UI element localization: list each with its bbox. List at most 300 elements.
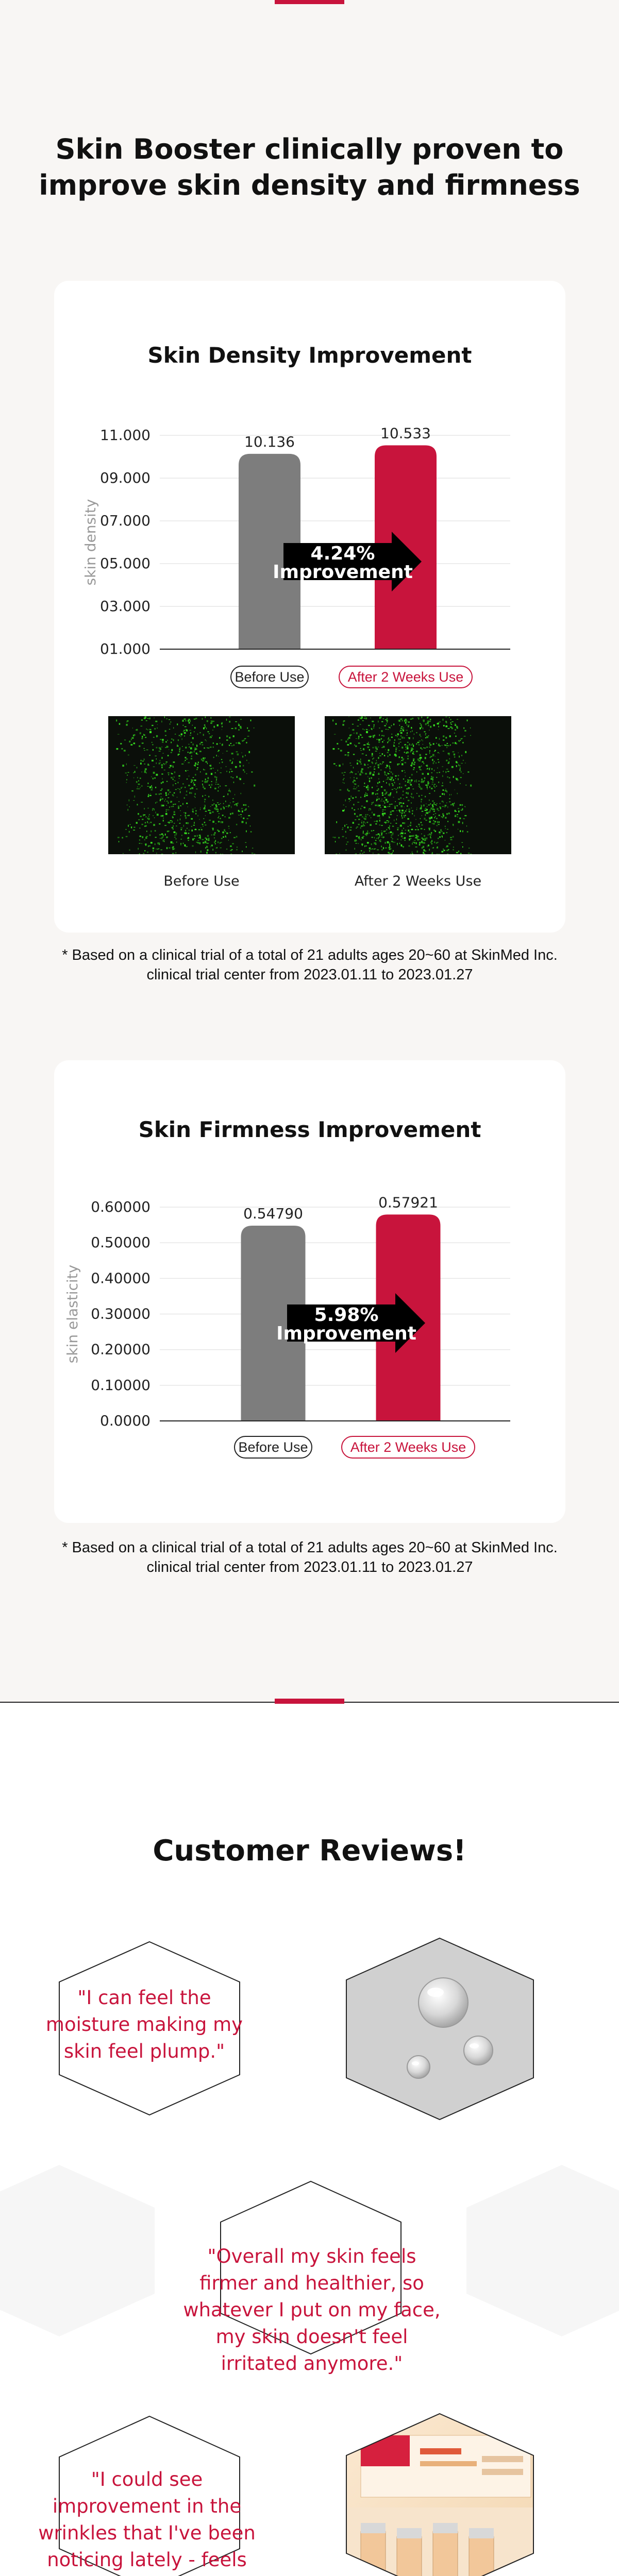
scan-speckle [382, 753, 383, 755]
scan-speckle [377, 793, 378, 794]
scan-speckle [376, 762, 377, 764]
scan-speckle [338, 837, 340, 839]
scan-speckle [172, 778, 174, 780]
scan-speckle [371, 830, 373, 832]
bar-value-label: 10.136 [244, 433, 295, 450]
scan-speckle [445, 826, 446, 827]
scan-speckle [171, 749, 173, 751]
scan-speckle [163, 835, 164, 836]
scan-speckle [144, 758, 145, 760]
scan-speckle [238, 742, 240, 744]
scan-speckle [433, 814, 434, 815]
scan-speckle [211, 784, 212, 786]
scan-speckle [156, 735, 158, 737]
scan-speckle [446, 791, 447, 792]
scan-speckle [390, 761, 392, 762]
scan-speckle [358, 719, 359, 721]
scan-speckle [155, 843, 156, 845]
scan-speckle [409, 743, 410, 745]
scan-speckle [462, 831, 463, 833]
scan-speckle [246, 831, 247, 833]
scan-speckle [462, 742, 463, 743]
scan-speckle [152, 787, 153, 789]
scan-speckle [153, 824, 155, 826]
scan-speckle [419, 766, 421, 768]
scan-speckle [432, 759, 433, 761]
scan-speckle [457, 814, 458, 815]
scan-speckle [429, 747, 430, 748]
scan-speckle [448, 728, 450, 729]
scan-speckle [226, 751, 228, 752]
scan-speckle [345, 741, 347, 743]
scan-speckle [188, 833, 189, 834]
scan-speckle [224, 829, 225, 832]
scan-speckle [429, 768, 430, 770]
scan-speckle [185, 844, 186, 846]
scan-speckle [217, 829, 219, 831]
scan-speckle [401, 817, 403, 819]
scan-speckle [198, 837, 199, 838]
scan-speckle [229, 771, 230, 773]
scan-speckle [165, 730, 166, 732]
scan-speckle [411, 727, 412, 728]
scan-speckle [426, 747, 428, 748]
scan-speckle [428, 781, 429, 782]
scan-speckle [334, 734, 336, 735]
scan-speckle [348, 737, 350, 739]
scan-speckle [207, 849, 208, 851]
scan-speckle [235, 766, 237, 768]
scan-speckle [166, 718, 168, 719]
scan-speckle [381, 786, 382, 788]
scan-speckle [168, 798, 169, 799]
scan-speckle [376, 800, 377, 801]
scan-speckle [429, 793, 430, 794]
scan-speckle [195, 718, 197, 719]
scan-speckle [185, 833, 187, 835]
scan-speckle [380, 841, 381, 842]
scan-speckle [369, 773, 371, 774]
scan-speckle [367, 814, 369, 815]
scan-speckle [387, 802, 388, 803]
scan-speckle [164, 716, 165, 718]
scan-speckle [379, 717, 381, 719]
scan-speckle [459, 769, 461, 771]
scan-speckle [376, 834, 378, 835]
scan-speckle [181, 733, 182, 735]
scan-speckle [343, 775, 344, 776]
scan-speckle [153, 816, 154, 817]
scan-speckle [191, 829, 193, 832]
scan-speckle [404, 752, 405, 753]
scan-speckle [243, 765, 244, 767]
scan-speckle [241, 808, 243, 809]
scan-speckle [354, 840, 356, 842]
reviews-title: Customer Reviews! [153, 1834, 466, 1868]
scan-speckle [192, 811, 194, 812]
scan-speckle [149, 729, 151, 730]
scan-speckle [118, 837, 120, 838]
scan-speckle [197, 840, 199, 841]
scan-speckle [225, 801, 226, 802]
scan-speckle [166, 746, 169, 748]
scan-speckle [213, 803, 214, 804]
scan-speckle [456, 777, 457, 779]
scan-speckle [340, 750, 342, 751]
scan-speckle [169, 822, 170, 824]
scan-speckle [173, 849, 174, 850]
scan-speckle [399, 725, 400, 726]
scan-speckle [135, 795, 136, 798]
scan-speckle [390, 804, 391, 805]
scan-speckle [379, 818, 380, 819]
scan-speckle [421, 781, 423, 782]
scan-speckle [450, 782, 451, 783]
scan-speckle [138, 780, 139, 782]
scan-speckle [161, 805, 162, 807]
scan-speckle [206, 727, 207, 729]
y-tick-label: 05.000 [100, 555, 150, 572]
scan-speckle [162, 798, 163, 800]
scan-speckle [176, 842, 177, 843]
scan-speckle [200, 827, 202, 828]
scan-speckle [395, 775, 396, 777]
scan-speckle [432, 809, 434, 810]
scan-speckle [361, 825, 363, 827]
scan-speckle [441, 851, 443, 853]
scan-speckle [375, 840, 377, 841]
scan-speckle [203, 727, 205, 730]
scan-speckle [411, 836, 413, 837]
scan-speckle [406, 797, 408, 798]
scan-speckle [364, 717, 365, 718]
scan-speckle [392, 784, 394, 786]
scan-speckle [383, 847, 384, 849]
scan-speckle [242, 756, 243, 758]
scan-speckle [391, 781, 392, 782]
scan-speckle [451, 727, 453, 729]
scan-speckle [388, 729, 389, 730]
scan-speckle [214, 788, 216, 789]
scan-speckle [171, 721, 172, 723]
scan-speckle [405, 747, 406, 748]
scan-speckle [350, 800, 352, 801]
scan-speckle [373, 758, 374, 759]
scan-speckle [387, 721, 388, 723]
scan-speckle [236, 803, 238, 805]
scan-speckle [191, 826, 192, 827]
scan-speckle [122, 837, 123, 839]
scan-speckle [379, 727, 380, 728]
scan-speckle [222, 726, 223, 727]
scan-speckle [402, 822, 404, 824]
scan-speckle [183, 731, 184, 732]
scan-speckle [390, 811, 392, 813]
scan-speckle [453, 751, 455, 752]
scan-speckle [455, 736, 457, 737]
scan-speckle [434, 790, 435, 791]
scan-speckle [387, 742, 388, 743]
scan-speckle [373, 747, 374, 749]
scan-speckle [410, 765, 411, 766]
scan-speckle [152, 809, 153, 810]
scan-speckle [195, 749, 197, 750]
scan-speckle [376, 739, 378, 740]
scan-speckle [144, 748, 145, 749]
scan-speckle [236, 751, 238, 752]
scan-speckle [439, 772, 440, 773]
scan-speckle [441, 816, 442, 817]
scan-speckle [205, 739, 206, 740]
scan-speckle [233, 758, 234, 759]
scan-speckle [443, 801, 444, 803]
scan-speckle [167, 740, 168, 741]
scan-speckle [251, 771, 253, 772]
scan-speckle [387, 752, 389, 753]
scan-speckle [178, 806, 179, 807]
scan-speckle [169, 806, 170, 808]
scan-speckle [184, 812, 185, 813]
scan-speckle [382, 794, 383, 795]
scan-speckle [189, 830, 190, 831]
scan-speckle [422, 773, 424, 774]
density-chart-title: Skin Density Improvement [147, 343, 472, 368]
scan-speckle [140, 787, 141, 788]
scan-speckle [432, 806, 434, 808]
scan-speckle [144, 770, 146, 771]
category-label: Before Use [235, 669, 305, 685]
scan-speckle [336, 765, 337, 766]
scan-speckle [222, 821, 223, 823]
scan-speckle [378, 788, 379, 790]
scan-speckle [440, 807, 441, 809]
scan-speckle [215, 809, 218, 810]
scan-speckle [161, 782, 162, 784]
density-chart [54, 281, 565, 708]
scan-speckle [225, 785, 227, 786]
scan-speckle [208, 810, 210, 811]
scan-speckle [180, 827, 182, 828]
scan-speckle [399, 803, 400, 805]
scan-speckle [185, 832, 186, 834]
scan-speckle [168, 789, 170, 791]
scan-speckle [383, 746, 385, 748]
scan-speckle [212, 730, 213, 731]
scan-speckle [226, 833, 228, 834]
scan-speckle [205, 726, 206, 728]
bar-value-label: 0.57921 [378, 1194, 438, 1211]
scan-speckle [194, 784, 195, 786]
scan-speckle [429, 730, 430, 731]
scan-speckle [429, 750, 430, 752]
scan-speckle [148, 816, 149, 818]
scan-speckle [367, 842, 369, 843]
scan-speckle [425, 734, 426, 736]
scan-speckle [387, 829, 388, 830]
scan-speckle [434, 751, 436, 752]
scan-speckle [343, 782, 344, 783]
scan-speckle [216, 778, 217, 780]
firmness-footnote: * Based on a clinical trial of a total of 21 adults ages 20~60 at SkinMed Inc. clinical trial center from 2023.01.11 to 2023.01.27 [62, 1539, 558, 1575]
scan-speckle [173, 727, 174, 729]
scan-speckle [356, 738, 357, 739]
scan-speckle [411, 750, 413, 751]
scan-speckle [247, 727, 248, 729]
scan-speckle [379, 840, 380, 842]
scan-speckle [218, 817, 219, 818]
scan-speckle [421, 824, 423, 825]
scan-speckle [374, 735, 376, 736]
scan-speckle [133, 827, 135, 828]
scan-speckle [465, 751, 466, 753]
scan-speckle [397, 815, 398, 816]
scan-speckle [413, 789, 414, 790]
scan-speckle [369, 833, 370, 834]
scan-speckle [433, 784, 436, 785]
scan-speckle [207, 843, 209, 844]
scan-speckle [407, 818, 409, 820]
scan-speckle [247, 736, 249, 737]
scan-speckle [189, 792, 190, 794]
top-accent-bar [275, 0, 344, 4]
scan-speckle [189, 722, 190, 724]
scan-speckle [375, 762, 376, 764]
scan-speckle [409, 809, 410, 810]
scan-speckle [421, 828, 423, 829]
scan-speckle [116, 748, 119, 750]
scan-speckle [414, 781, 415, 782]
scan-speckle [245, 804, 247, 806]
scan-speckle [370, 736, 372, 737]
scan-speckle [375, 747, 377, 748]
scan-speckle [128, 825, 129, 827]
scan-speckle [125, 829, 126, 830]
product-box-image [340, 2410, 541, 2576]
scan-speckle [392, 773, 393, 775]
scan-speckle [345, 755, 346, 756]
scan-speckle [191, 792, 192, 794]
scan-speckle [373, 727, 374, 728]
scan-speckle [436, 762, 437, 763]
scan-speckle [125, 772, 127, 773]
scan-speckle [433, 803, 435, 804]
scan-speckle [372, 792, 374, 794]
scan-speckle [173, 767, 174, 768]
scan-speckle [145, 768, 147, 770]
y-tick-label: 0.20000 [91, 1341, 150, 1358]
scan-speckle [431, 817, 433, 819]
scan-speckle [397, 733, 399, 735]
scan-speckle [194, 727, 195, 728]
scan-speckle [202, 718, 203, 720]
scan-speckle [382, 764, 383, 765]
category-label: After 2 Weeks Use [350, 1439, 466, 1455]
scan-speckle [339, 789, 341, 790]
scan-speckle [405, 830, 407, 831]
scan-speckle [216, 755, 217, 756]
scan-speckle [433, 743, 434, 745]
scan-speckle [173, 795, 174, 796]
scan-speckle [354, 786, 355, 788]
scan-speckle [446, 832, 447, 833]
scan-speckle [356, 816, 358, 817]
scan-speckle [443, 833, 444, 834]
scan-speckle [404, 737, 405, 739]
scan-speckle [463, 760, 464, 761]
scan-speckle [177, 820, 178, 821]
scan-speckle [355, 796, 357, 798]
scan-speckle [365, 814, 366, 815]
scan-speckle [405, 785, 406, 786]
scan-speckle [138, 848, 139, 850]
scan-speckle [375, 823, 377, 824]
scan-speckle [360, 815, 362, 816]
scan-speckle [246, 808, 247, 810]
scan-speckle [345, 831, 346, 833]
scan-speckle [142, 736, 143, 737]
scan-speckle [147, 852, 148, 853]
scan-speckle [205, 778, 206, 780]
scan-speckle [353, 798, 354, 799]
scan-speckle [349, 772, 350, 773]
scan-speckle [408, 737, 410, 738]
scan-speckle [385, 822, 386, 824]
scan-speckle [433, 785, 434, 787]
scan-speckle [389, 846, 391, 848]
scan-speckle [152, 760, 154, 761]
scan-speckle [191, 818, 193, 820]
scan-speckle [411, 774, 413, 775]
scan-speckle [232, 801, 234, 802]
scan-speckle [366, 795, 368, 796]
scan-speckle [379, 835, 380, 836]
scan-speckle [461, 738, 463, 739]
scan-speckle [427, 788, 428, 789]
scan-speckle [384, 831, 386, 832]
scan-speckle [184, 798, 185, 799]
scan-speckle [388, 827, 390, 828]
scan-speckle [410, 719, 412, 720]
scan-speckle [379, 734, 380, 736]
scan-speckle [451, 766, 454, 768]
scan-speckle [392, 833, 394, 835]
scan-speckle [222, 832, 224, 833]
scan-speckle [173, 814, 175, 815]
scan-speckle [172, 816, 173, 818]
scan-speckle [420, 808, 422, 809]
scan-speckle [126, 724, 127, 726]
scan-speckle [349, 830, 352, 831]
scan-speckle [356, 732, 358, 734]
scan-speckle [205, 717, 206, 718]
scan-speckle [401, 760, 403, 761]
scan-speckle [344, 825, 345, 827]
scan-speckle [436, 818, 437, 819]
scan-speckle [349, 762, 351, 764]
scan-speckle [414, 815, 415, 817]
scan-speckle [393, 797, 394, 798]
scan-speckle [433, 811, 435, 812]
scan-speckle [342, 772, 344, 773]
scan-speckle [355, 774, 357, 775]
scan-speckle [460, 740, 461, 741]
scan-speckle [369, 781, 371, 783]
scan-speckle [216, 806, 218, 808]
scan-speckle [391, 737, 393, 738]
scan-speckle [156, 762, 157, 764]
scan-speckle [191, 752, 192, 753]
scan-speckle [185, 726, 187, 727]
